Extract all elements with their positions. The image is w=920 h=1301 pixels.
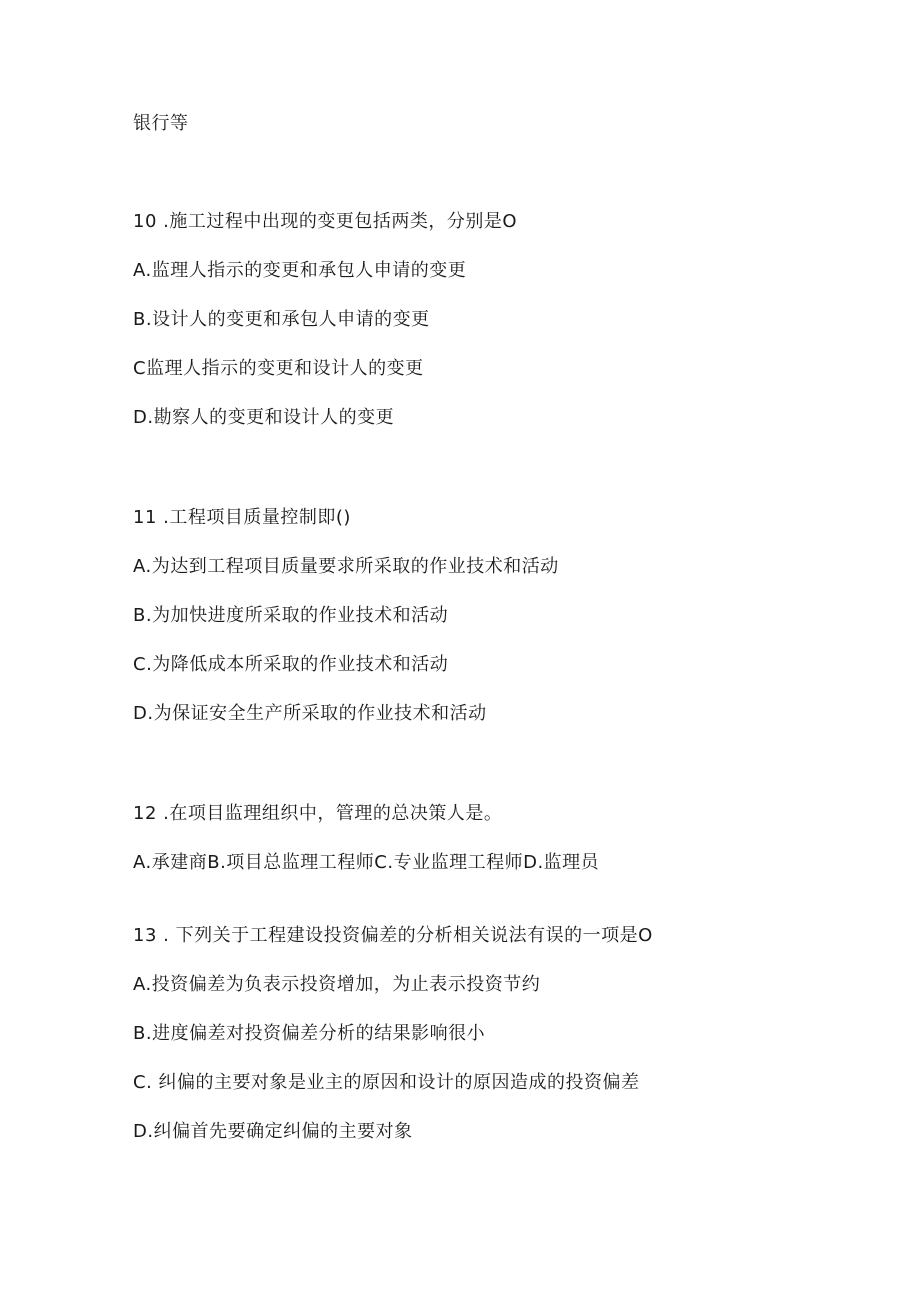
option-b: B.设计人的变更和承包人申请的变更	[133, 309, 430, 330]
question-stem: 10 .施工过程中出现的变更包括两类，分别是O	[133, 211, 518, 232]
option-b: B.为加快进度所采取的作业技术和活动	[133, 605, 449, 626]
question-stem: 13 . 下列关于工程建设投资偏差的分析相关说法有误的一项是O	[133, 925, 653, 946]
question-stem: 11 .工程项目质量控制即()	[133, 507, 351, 528]
option-a: A.监理人指示的变更和承包人申请的变更	[133, 260, 467, 281]
option-d: D.纠偏首先要确定纠偏的主要对象	[133, 1121, 413, 1142]
option-d: D.为保证安全生产所采取的作业技术和活动	[133, 703, 487, 724]
option-c: C.为降低成本所采取的作业技术和活动	[133, 654, 449, 675]
option-d: D.勘察人的变更和设计人的变更	[133, 407, 395, 428]
option-a: A.投资偏差为负表示投资增加，为止表示投资节约	[133, 974, 541, 995]
intro-text: 银行等	[133, 113, 189, 134]
option-c: C. 纠偏的主要对象是业主的原因和设计的原因造成的投资偏差	[133, 1072, 640, 1093]
question-stem: 12 .在项目监理组织中，管理的总决策人是。	[133, 803, 503, 824]
option-b: B.进度偏差对投资偏差分析的结果影响很小	[133, 1023, 486, 1044]
option-c: C监理人指示的变更和设计人的变更	[133, 358, 424, 379]
option-a: A.为达到工程项目质量要求所采取的作业技术和活动	[133, 556, 559, 577]
option-combined: A.承建商B.项目总监理工程师C.专业监理工程师D.监理员	[133, 852, 600, 873]
